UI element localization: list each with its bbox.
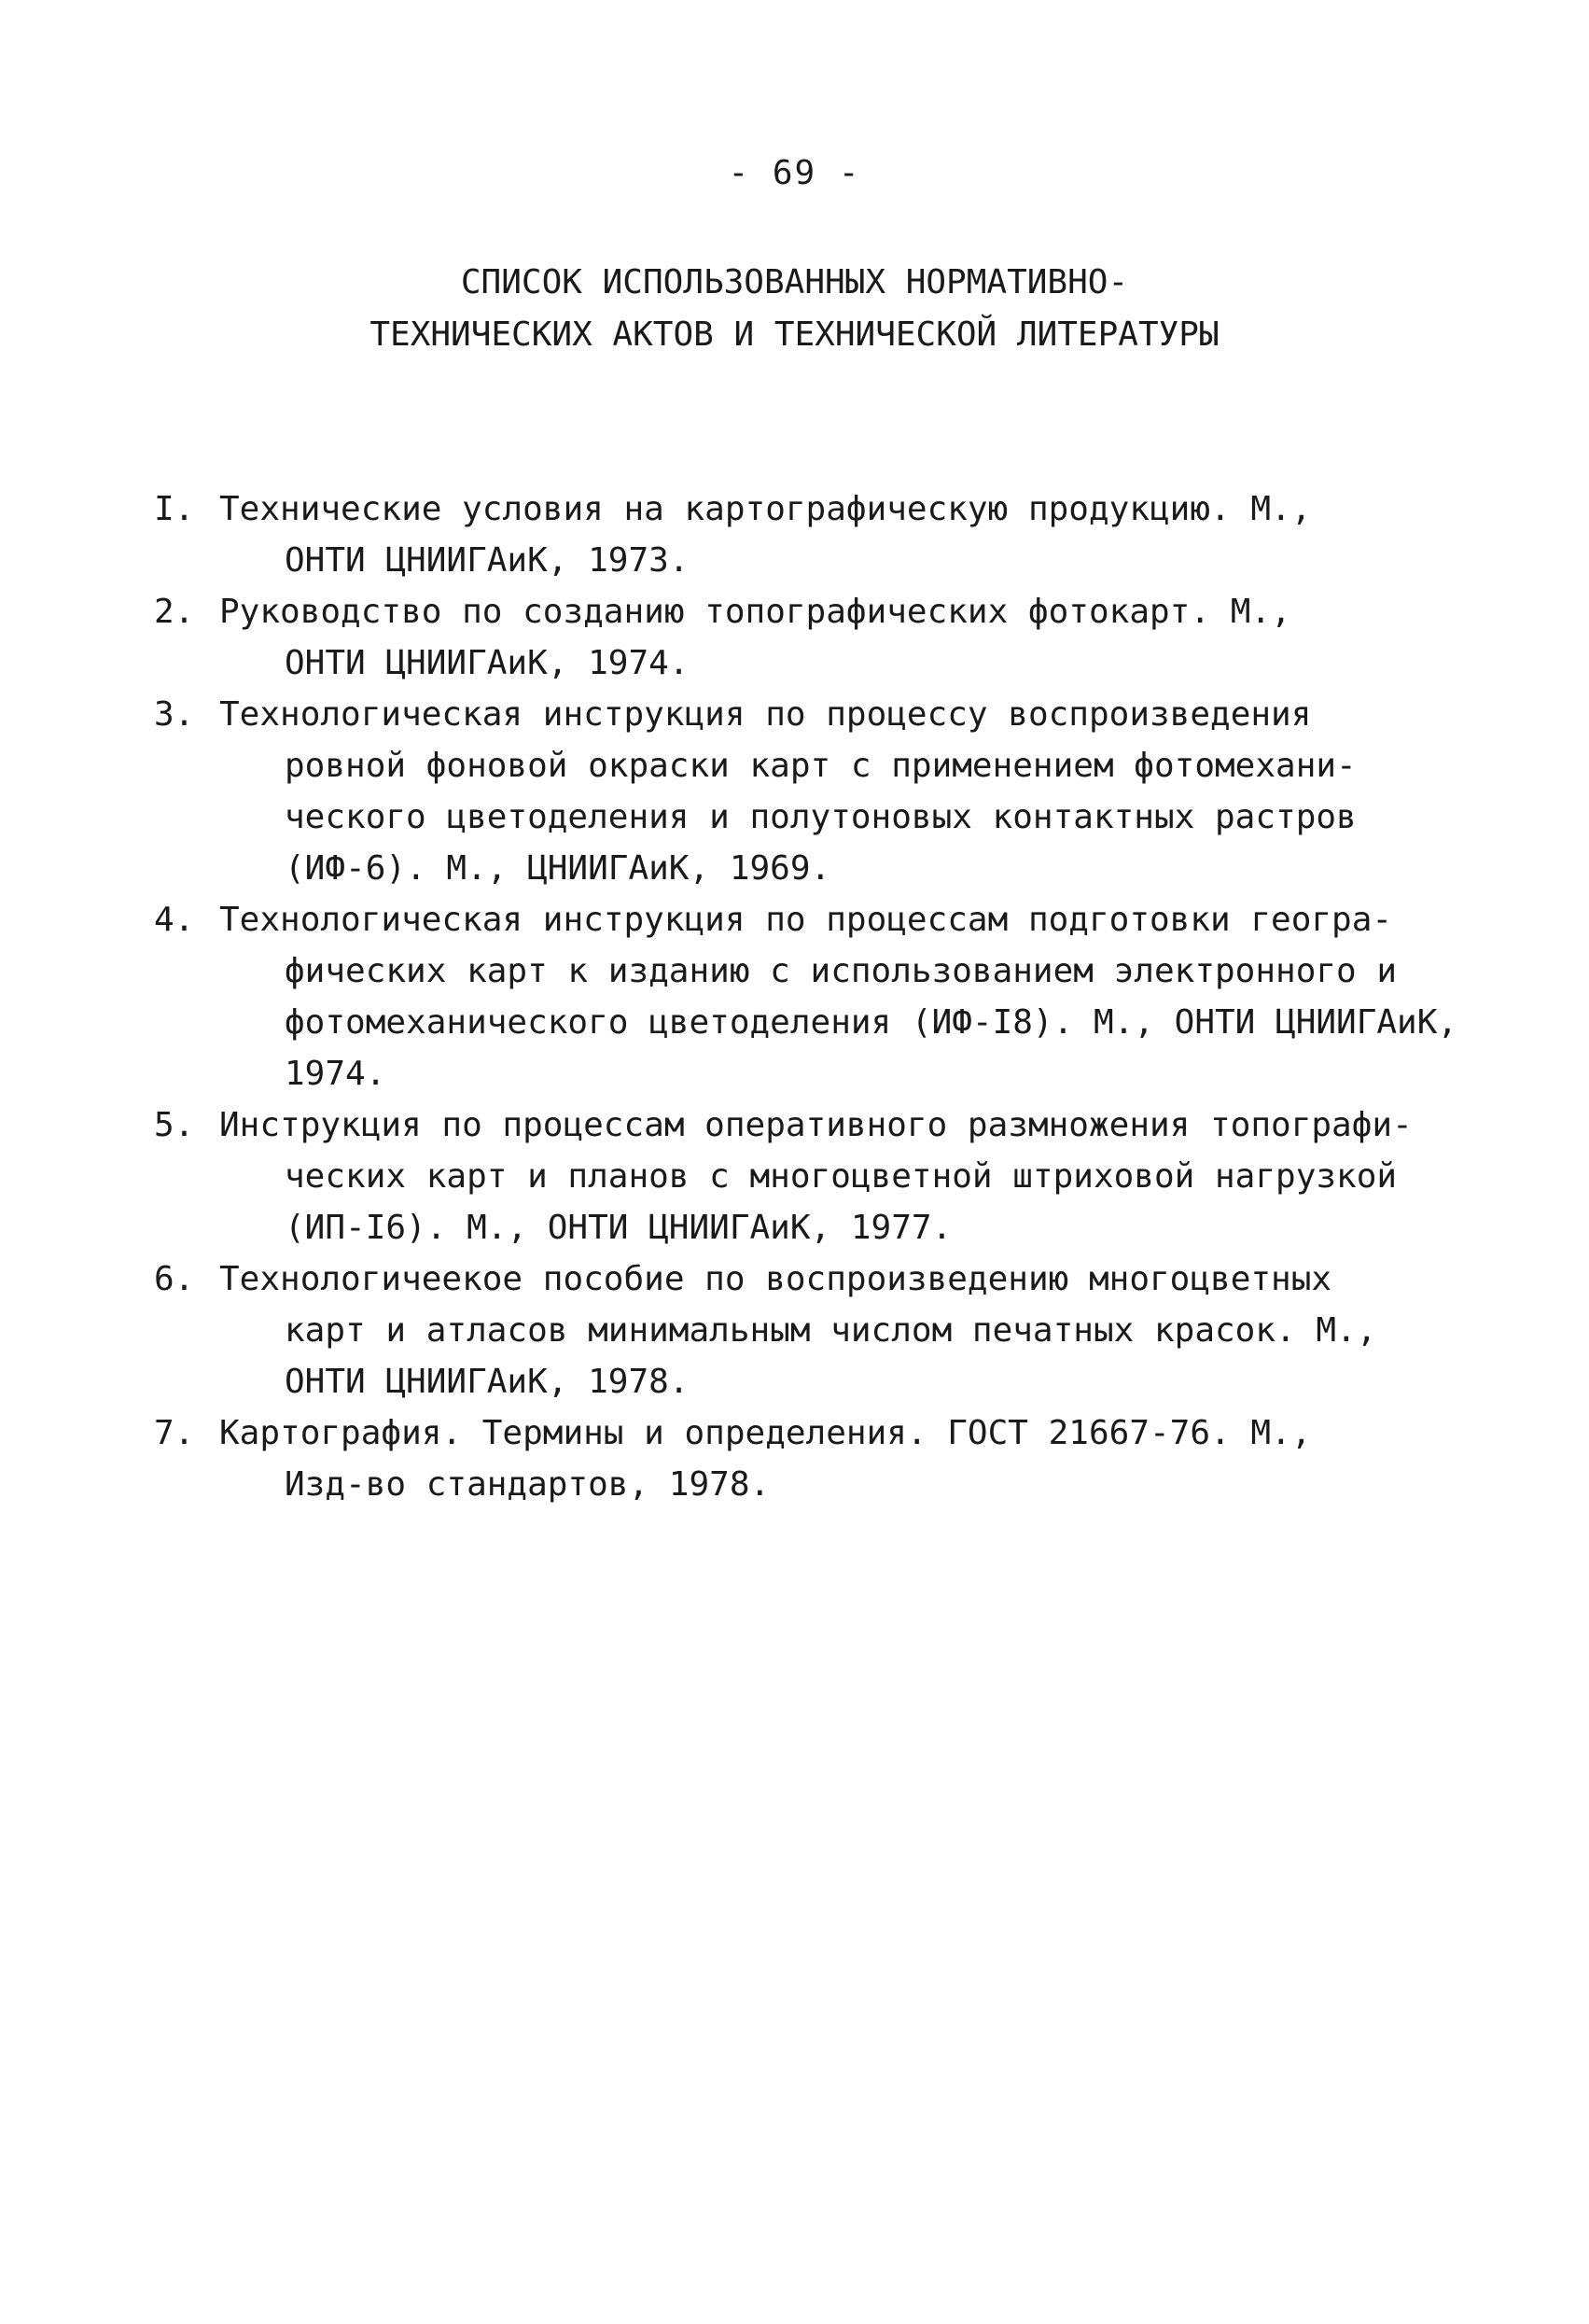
reference-number: 6. [154, 1260, 195, 1298]
reference-text-line: фотомеханического цветоделения (ИФ-I8). М., ОНТИ ЦНИИГАиК, [285, 1003, 1458, 1042]
reference-number: 3. [154, 695, 195, 734]
reference-number: 5. [154, 1106, 195, 1144]
reference-text-line: фических карт к изданию с использованием электронного и [285, 952, 1398, 990]
reference-text-line: ОНТИ ЦНИИГАиК, 1974. [285, 644, 690, 682]
reference-number: 4. [154, 901, 195, 939]
reference-text-line: ОНТИ ЦНИИГАиК, 1973. [285, 541, 690, 580]
reference-item-5 [154, 1099, 1535, 1253]
reference-text-line: Изд-во стандартов, 1978. [285, 1465, 771, 1504]
reference-text-line: Картография. Термины и определения. ГОСТ 21667-76. М., [219, 1414, 1312, 1452]
reference-text-line: Технические условия на картографическую продукцию. М., [219, 490, 1312, 528]
reference-text-line: ровной фоновой окраски карт с применением фотомехани- [285, 747, 1357, 785]
reference-text-line: (ИФ-6). М., ЦНИИГАиК, 1969. [285, 849, 831, 888]
page-title [0, 257, 1589, 361]
reference-item-1 [154, 483, 1535, 586]
reference-item-7 [154, 1407, 1535, 1510]
reference-text-line: ческих карт и планов с многоцветной штриховой нагрузкой [285, 1157, 1398, 1196]
reference-item-2 [154, 586, 1535, 689]
reference-text-line: Технологичеекое пособие по воспроизведению многоцветных [219, 1260, 1332, 1298]
reference-item-6 [154, 1253, 1535, 1407]
reference-text-line: Руководство по созданию топографических фотокарт. М., [219, 593, 1291, 631]
reference-number: 7. [154, 1414, 195, 1452]
reference-item-3 [154, 689, 1535, 894]
reference-text-line: (ИП-I6). М., ОНТИ ЦНИИГАиК, 1977. [285, 1209, 953, 1247]
reference-text-line: ческого цветоделения и полутоновых контактных растров [285, 798, 1357, 836]
reference-text-line: 1974. [285, 1055, 386, 1093]
reference-number: 2. [154, 593, 195, 631]
reference-text-line: Инструкция по процессам оперативного размножения топографи- [219, 1106, 1413, 1144]
title-line-2: ТЕХНИЧЕСКИХ АКТОВ И ТЕХНИЧЕСКОЙ ЛИТЕРАТУРЫ [369, 315, 1220, 354]
page-number: - 69 - [728, 154, 861, 192]
title-line-1: СПИСОК ИСПОЛЬЗОВАННЫХ НОРМАТИВНО- [460, 263, 1129, 301]
reference-number: I. [154, 490, 195, 528]
reference-text-line: карт и атласов минимальным числом печатных красок. М., [285, 1311, 1377, 1350]
reference-text-line: ОНТИ ЦНИИГАиК, 1978. [285, 1363, 690, 1401]
reference-list [154, 483, 1535, 1510]
reference-text-line: Технологическая инструкция по процессу воспроизведения [219, 695, 1312, 734]
reference-text-line: Технологическая инструкция по процессам подготовки геогра- [219, 901, 1393, 939]
reference-item-4 [154, 894, 1535, 1099]
